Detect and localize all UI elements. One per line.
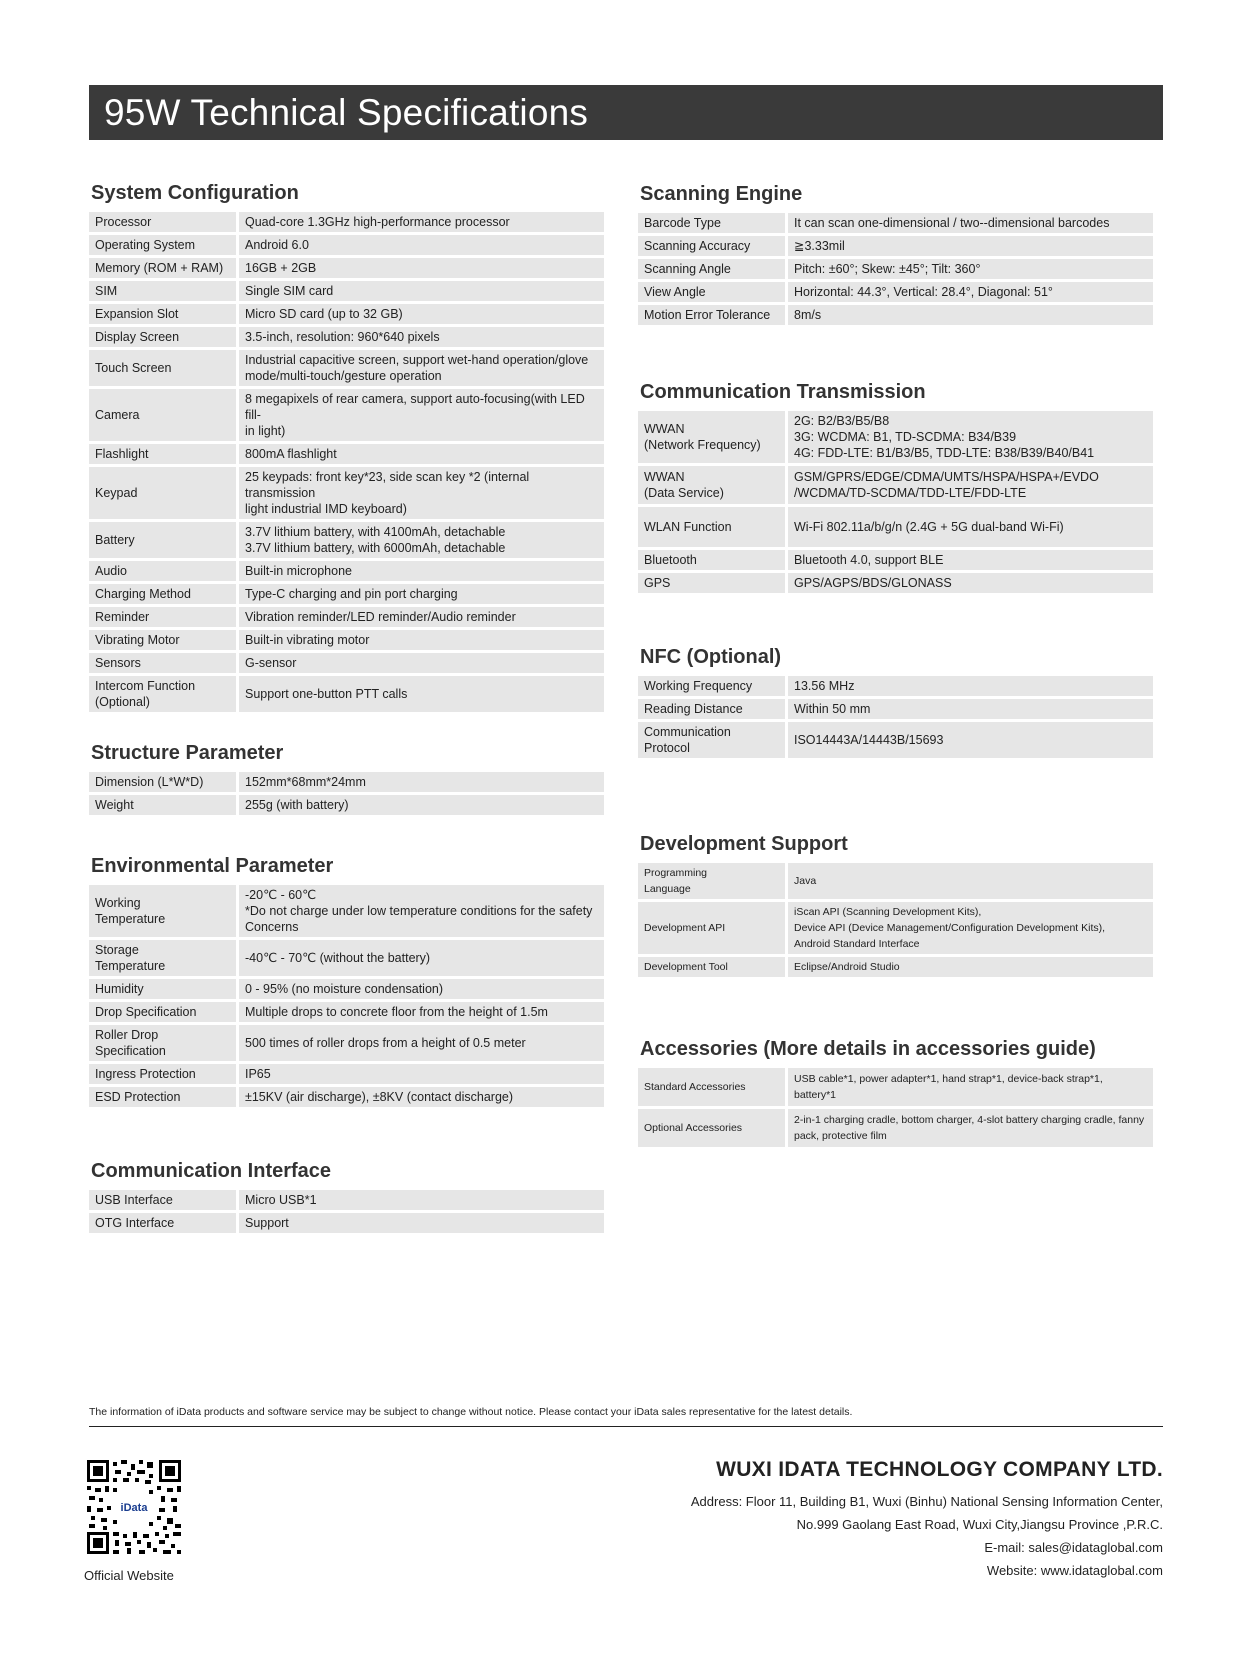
spec-row: [89, 467, 604, 519]
spec-row: [89, 979, 604, 999]
spec-key: [89, 1064, 239, 1084]
spec-value: [788, 550, 1153, 570]
spec-value: [239, 561, 604, 581]
spec-key: [89, 444, 239, 464]
spec-row: [89, 676, 604, 712]
spec-value-line: Support: [245, 1216, 289, 1230]
spec-value-line: 0 - 95% (no moisture condensation): [245, 982, 444, 996]
spec-key: [89, 327, 239, 347]
spec-value-line: Industrial capacitive screen, support wet-hand operation/glove: [245, 353, 589, 367]
spec-value-line: G-sensor: [245, 656, 297, 670]
spec-key: [638, 1109, 788, 1147]
spec-row: [89, 584, 604, 604]
spec-value-line: 4G: FDD-LTE: B1/B3/B5, TDD-LTE: B38/B39/B40/B41: [794, 446, 1095, 460]
spec-row: [638, 722, 1153, 758]
spec-key-line: WWAN: [644, 422, 685, 436]
spec-key-line: Display Screen: [95, 330, 180, 344]
spec-key-line: Development Tool: [644, 961, 728, 973]
spec-value: [239, 327, 604, 347]
spec-key-line: WWAN: [644, 470, 685, 484]
spec-key-line: Scanning Angle: [644, 262, 731, 276]
spec-value: [239, 281, 604, 301]
spec-key-line: Working: [95, 896, 141, 910]
spec-key: [89, 212, 239, 232]
spec-key-line: Battery: [95, 533, 135, 547]
spec-value: [788, 863, 1153, 899]
spec-key: [89, 304, 239, 324]
spec-row: [89, 607, 604, 627]
spec-value: [239, 350, 604, 386]
spec-value: [239, 1025, 604, 1061]
spec-value: [788, 466, 1153, 504]
spec-value: [788, 676, 1153, 696]
company-address-line1: Address: Floor 11, Building B1, Wuxi (Binhu) National Sensing Information Center,: [690, 1494, 1163, 1509]
spec-value-line: Android Standard Interface: [794, 938, 920, 950]
spec-value-line: Bluetooth 4.0, support BLE: [794, 553, 944, 567]
spec-key: [638, 507, 788, 547]
spec-value: [239, 607, 604, 627]
spec-row: [638, 573, 1153, 593]
spec-key: [638, 902, 788, 954]
spec-value-line: Micro USB*1: [245, 1193, 317, 1207]
spec-value-line: mode/multi-touch/gesture operation: [245, 369, 442, 383]
spec-key: [638, 699, 788, 719]
spec-key: [638, 259, 788, 279]
company-name: WUXI IDATA TECHNOLOGY COMPANY LTD.: [716, 1458, 1163, 1481]
spec-key: [89, 772, 239, 792]
footer-divider: [89, 1426, 1163, 1427]
spec-value-line: Eclipse/Android Studio: [794, 961, 900, 973]
spec-key-line: Intercom Function: [95, 679, 196, 693]
spec-key-line: Dimension (L*W*D): [95, 775, 204, 789]
spec-key: [89, 1002, 239, 1022]
spec-key-line: Scanning Accuracy: [644, 239, 751, 253]
spec-key: [89, 676, 239, 712]
spec-row: [89, 304, 604, 324]
section-nfc-optional: [638, 644, 1153, 761]
spec-value-line: Wi-Fi 802.11a/b/g/n (2.4G + 5G dual-band Wi-Fi): [794, 520, 1064, 534]
spec-row: [89, 1002, 604, 1022]
spec-key: [89, 607, 239, 627]
spec-row: [89, 327, 604, 347]
spec-key: [89, 979, 239, 999]
spec-row: [89, 350, 604, 386]
spec-row: [89, 281, 604, 301]
spec-key-line: GPS: [644, 576, 671, 590]
spec-value-line: battery*1: [794, 1089, 837, 1101]
spec-key: [638, 573, 788, 593]
spec-table: [89, 769, 604, 818]
spec-key: [638, 282, 788, 302]
spec-table: [638, 673, 1153, 761]
spec-value: [239, 584, 604, 604]
spec-value: [239, 653, 604, 673]
spec-value-line: Type-C charging and pin port charging: [245, 587, 458, 601]
spec-value-line: 3G: WCDMA: B1, TD-SCDMA: B34/B39: [794, 430, 1017, 444]
spec-row: [89, 795, 604, 815]
spec-row: [638, 236, 1153, 256]
spec-value: [788, 411, 1153, 463]
section-communication-transmission: [638, 379, 1153, 596]
spec-key-line: ESD Protection: [95, 1090, 181, 1104]
spec-value-line: Built-in microphone: [245, 564, 352, 578]
spec-key-line: Storage: [95, 943, 139, 957]
spec-row: [89, 444, 604, 464]
spec-value: [239, 1190, 604, 1210]
spec-key: [89, 1025, 239, 1061]
spec-key: [89, 281, 239, 301]
spec-value-line: Concerns: [245, 920, 299, 934]
spec-row: [638, 699, 1153, 719]
spec-row: [89, 940, 604, 976]
spec-key-line: Bluetooth: [644, 553, 697, 567]
spec-table: [89, 209, 604, 715]
spec-key-line: Processor: [95, 215, 152, 229]
spec-key: [638, 411, 788, 463]
spec-key-line: WLAN Function: [644, 520, 732, 534]
section-title: Environmental Parameter: [91, 855, 334, 877]
spec-value-line: -20℃ - 60℃: [245, 888, 317, 902]
spec-key-line: Barcode Type: [644, 216, 721, 230]
title-banner: [89, 85, 1163, 140]
spec-key-line: Vibrating Motor: [95, 633, 180, 647]
spec-value: [239, 676, 604, 712]
spec-key: [638, 466, 788, 504]
spec-key-line: (Network Frequency): [644, 438, 761, 452]
spec-key-line: Drop Specification: [95, 1005, 197, 1019]
spec-key-line: Expansion Slot: [95, 307, 179, 321]
spec-value: [788, 1068, 1153, 1106]
spec-value: [788, 699, 1153, 719]
spec-value-line: ≧3.33mil: [794, 239, 845, 253]
company-email[interactable]: E-mail: sales@idataglobal.com: [984, 1540, 1163, 1555]
spec-value-line: Support one-button PTT calls: [245, 687, 408, 701]
spec-value-line: Built-in vibrating motor: [245, 633, 370, 647]
spec-key-line: OTG Interface: [95, 1216, 175, 1230]
spec-value-line: 800mA flashlight: [245, 447, 337, 461]
spec-key-line: Audio: [95, 564, 127, 578]
spec-row: [638, 550, 1153, 570]
spec-key: [638, 550, 788, 570]
spec-key-line: View Angle: [644, 285, 706, 299]
spec-key: [89, 1213, 239, 1233]
spec-value-line: 2-in-1 charging cradle, bottom charger, 4-slot battery charging cradle, fanny: [794, 1114, 1145, 1126]
spec-value-line: ±15KV (air discharge), ±8KV (contact discharge): [245, 1090, 514, 1104]
spec-row: [89, 1087, 604, 1107]
spec-key: [89, 258, 239, 278]
spec-value-line: 3.7V lithium battery, with 6000mAh, detachable: [245, 541, 506, 555]
spec-value-line: 2G: B2/B3/B5/B8: [794, 414, 890, 428]
spec-value: [239, 304, 604, 324]
qr-logo-text: iData: [120, 1502, 148, 1514]
spec-key: [638, 236, 788, 256]
section-title: NFC (Optional): [640, 646, 782, 668]
qr-code-image: [87, 1460, 181, 1554]
spec-row: [89, 1025, 604, 1061]
spec-value: [239, 630, 604, 650]
spec-value-line: GSM/GPRS/EDGE/CDMA/UMTS/HSPA/HSPA+/EVDO: [794, 470, 1099, 484]
spec-value-line: iScan API (Scanning Development Kits),: [794, 906, 982, 918]
spec-value: [788, 236, 1153, 256]
section-title: Development Support: [640, 833, 848, 855]
section-title: System Configuration: [91, 182, 299, 204]
spec-key: [89, 885, 239, 937]
spec-key-line: Touch Screen: [95, 361, 172, 375]
spec-key-line: Flashlight: [95, 447, 149, 461]
spec-value-line: pack, protective film: [794, 1130, 887, 1142]
spec-key-line: Temperature: [95, 912, 166, 926]
spec-key-line: (Data Service): [644, 486, 724, 500]
company-website[interactable]: Website: www.idataglobal.com: [986, 1563, 1163, 1578]
spec-value: [788, 282, 1153, 302]
spec-key-line: Optional Accessories: [644, 1122, 743, 1134]
spec-value-line: Quad-core 1.3GHz high-performance processor: [245, 215, 510, 229]
disclaimer-text: The information of iData products and software service may be subject to change without notice. Please contact your iData sales representative for the latest details.: [89, 1406, 853, 1418]
spec-key-line: Memory (ROM + RAM): [95, 261, 224, 275]
spec-value-line: 13.56 MHz: [794, 679, 855, 693]
spec-value: [239, 1064, 604, 1084]
spec-value: [788, 957, 1153, 977]
spec-row: [638, 676, 1153, 696]
spec-row: [638, 507, 1153, 547]
spec-value-line: 152mm*68mm*24mm: [245, 775, 366, 789]
section-system-configuration: [89, 180, 604, 715]
spec-key: [89, 1190, 239, 1210]
spec-value: [239, 1213, 604, 1233]
spec-key: [89, 584, 239, 604]
spec-key: [89, 940, 239, 976]
spec-row: [638, 863, 1153, 899]
spec-value-line: in light): [245, 424, 286, 438]
spec-row: [89, 389, 604, 441]
section-title: Scanning Engine: [640, 183, 803, 205]
spec-row: [638, 213, 1153, 233]
spec-value: [239, 1002, 604, 1022]
spec-key-line: Development API: [644, 922, 726, 934]
spec-key-line: Motion Error Tolerance: [644, 308, 771, 322]
spec-value: [788, 722, 1153, 758]
spec-table: [638, 210, 1153, 328]
spec-value: [239, 522, 604, 558]
spec-key: [89, 561, 239, 581]
spec-key: [89, 389, 239, 441]
spec-value: [239, 444, 604, 464]
spec-row: [89, 1064, 604, 1084]
spec-key-line: Temperature: [95, 959, 166, 973]
spec-key-line: Working Frequency: [644, 679, 753, 693]
spec-row: [638, 282, 1153, 302]
spec-key: [89, 235, 239, 255]
spec-row: [89, 772, 604, 792]
spec-key: [638, 863, 788, 899]
spec-key-line: SIM: [95, 284, 118, 298]
spec-table: [89, 882, 604, 1110]
spec-row: [638, 305, 1153, 325]
spec-value: [239, 795, 604, 815]
spec-value-line: light industrial IMD keyboard): [245, 502, 407, 516]
spec-row: [89, 653, 604, 673]
spec-value-line: /WCDMA/TD-SCDMA/TDD-LTE/FDD-LTE: [794, 486, 1027, 500]
spec-row: [89, 630, 604, 650]
spec-table: [638, 1065, 1153, 1150]
spec-key-line: Roller Drop: [95, 1028, 159, 1042]
spec-key-line: Operating System: [95, 238, 196, 252]
spec-key: [89, 467, 239, 519]
spec-value: [788, 573, 1153, 593]
spec-row: [89, 235, 604, 255]
spec-key-line: Humidity: [95, 982, 144, 996]
spec-row: [638, 902, 1153, 954]
spec-value-line: 500 times of roller drops from a height of 0.5 meter: [245, 1036, 526, 1050]
spec-key-line: Specification: [95, 1044, 166, 1058]
spec-row: [638, 1109, 1153, 1147]
spec-key-line: Communication: [644, 725, 731, 739]
spec-row: [638, 411, 1153, 463]
spec-table: [638, 408, 1153, 596]
spec-row: [89, 258, 604, 278]
spec-key-line: USB Interface: [95, 1193, 173, 1207]
company-address-line2: No.999 Gaolang East Road, Wuxi City,Jiangsu Province ,P.R.C.: [796, 1517, 1163, 1532]
spec-key: [638, 676, 788, 696]
spec-value: [239, 772, 604, 792]
spec-key-line: Keypad: [95, 486, 138, 500]
spec-key-line: (Optional): [95, 695, 150, 709]
spec-row: [638, 957, 1153, 977]
spec-value-line: Multiple drops to concrete floor from the height of 1.5m: [245, 1005, 548, 1019]
spec-value-line: ISO14443A/14443B/15693: [794, 733, 944, 747]
section-environmental-parameter: [89, 853, 604, 1110]
spec-key: [89, 653, 239, 673]
section-development-support: [638, 831, 1153, 980]
spec-value-line: IP65: [245, 1067, 271, 1081]
spec-value: [239, 885, 604, 937]
spec-key-line: Camera: [95, 408, 140, 422]
spec-key-line: Language: [644, 883, 691, 895]
spec-value-line: Horizontal: 44.3°, Vertical: 28.4°, Diagonal: 51°: [794, 285, 1053, 299]
spec-value: [239, 235, 604, 255]
section-title: Accessories (More details in accessories guide): [640, 1038, 1096, 1060]
spec-key-line: Reminder: [95, 610, 150, 624]
spec-key-line: Charging Method: [95, 587, 191, 601]
spec-value: [239, 467, 604, 519]
spec-value: [788, 259, 1153, 279]
spec-row: [89, 885, 604, 937]
spec-value-line: -40℃ - 70℃ (without the battery): [245, 951, 431, 965]
section-title: Communication Interface: [91, 1160, 332, 1182]
spec-value-line: 16GB + 2GB: [245, 261, 317, 275]
spec-value-line: GPS/AGPS/BDS/GLONASS: [794, 576, 952, 590]
spec-value-line: It can scan one-dimensional / two--dimensional barcodes: [794, 216, 1110, 230]
spec-key: [638, 305, 788, 325]
section-communication-interface: [89, 1158, 604, 1236]
spec-value-line: Single SIM card: [245, 284, 334, 298]
spec-row: [89, 522, 604, 558]
spec-value-line: *Do not charge under low temperature conditions for the safety: [245, 904, 593, 918]
spec-row: [89, 212, 604, 232]
spec-row: [638, 1068, 1153, 1106]
spec-value-line: 25 keypads: front key*23, side scan key *2 (internal transmission: [245, 470, 530, 500]
spec-value-line: 3.7V lithium battery, with 4100mAh, detachable: [245, 525, 506, 539]
spec-key-line: Programming: [644, 867, 708, 879]
spec-value: [239, 940, 604, 976]
spec-value-line: USB cable*1, power adapter*1, hand strap*1, device-back strap*1,: [794, 1073, 1103, 1085]
spec-key: [89, 795, 239, 815]
spec-key-line: Reading Distance: [644, 702, 743, 716]
spec-row: [89, 561, 604, 581]
section-scanning-engine: [638, 181, 1153, 328]
section-title: Communication Transmission: [640, 381, 926, 403]
spec-key: [638, 722, 788, 758]
spec-value-line: Vibration reminder/LED reminder/Audio reminder: [245, 610, 516, 624]
spec-key: [89, 350, 239, 386]
spec-key: [638, 213, 788, 233]
spec-key-line: Standard Accessories: [644, 1081, 746, 1093]
spec-value-line: Android 6.0: [245, 238, 309, 252]
spec-value: [788, 305, 1153, 325]
spec-value: [239, 979, 604, 999]
spec-table: [89, 1187, 604, 1236]
spec-value-line: Java: [794, 875, 817, 887]
spec-key-line: Weight: [95, 798, 134, 812]
section-structure-parameter: [89, 740, 604, 818]
spec-value: [239, 1087, 604, 1107]
spec-value: [239, 258, 604, 278]
section-title: Structure Parameter: [91, 742, 284, 764]
spec-key: [89, 1087, 239, 1107]
qr-caption: Official Website: [84, 1568, 174, 1583]
spec-value-line: Pitch: ±60°; Skew: ±45°; Tilt: 360°: [794, 262, 981, 276]
section-accessories: [638, 1036, 1153, 1150]
spec-row: [638, 466, 1153, 504]
spec-value: [788, 507, 1153, 547]
spec-value: [239, 212, 604, 232]
spec-value: [788, 1109, 1153, 1147]
spec-value-line: Micro SD card (up to 32 GB): [245, 307, 403, 321]
company-info: [691, 1458, 1163, 1582]
spec-value-line: 3.5-inch, resolution: 960*640 pixels: [245, 330, 440, 344]
spec-value: [788, 213, 1153, 233]
spec-value-line: Device API (Device Management/Configuration Development Kits),: [794, 922, 1106, 934]
spec-value-line: 8m/s: [794, 308, 822, 322]
spec-key: [89, 522, 239, 558]
spec-value-line: Within 50 mm: [794, 702, 871, 716]
spec-key-line: Ingress Protection: [95, 1067, 196, 1081]
spec-key: [638, 957, 788, 977]
spec-key: [638, 1068, 788, 1106]
spec-key-line: Sensors: [95, 656, 141, 670]
spec-row: [89, 1213, 604, 1233]
spec-value-line: 255g (with battery): [245, 798, 349, 812]
spec-key: [89, 630, 239, 650]
spec-value: [239, 389, 604, 441]
spec-key-line: Protocol: [644, 741, 690, 755]
spec-value: [788, 902, 1153, 954]
spec-row: [89, 1190, 604, 1210]
spec-row: [638, 259, 1153, 279]
page-title: 95W Technical Specifications: [104, 92, 589, 133]
spec-value-line: 8 megapixels of rear camera, support auto-focusing(with LED fill-: [245, 392, 585, 422]
spec-table: [638, 860, 1153, 980]
